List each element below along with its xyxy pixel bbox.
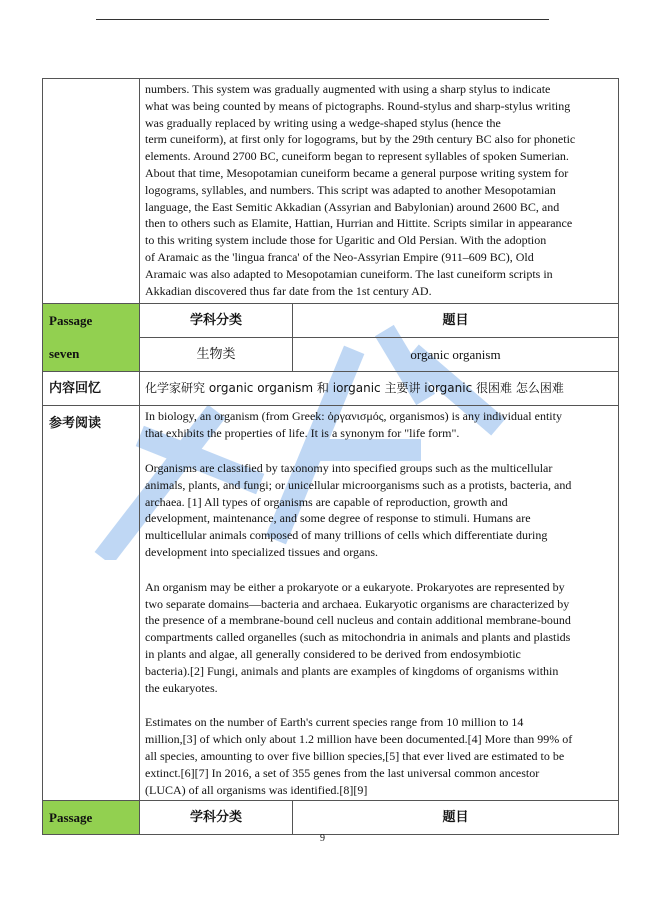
header-rule [96, 19, 549, 20]
next-topic-header: 题目 [293, 801, 619, 835]
topic-header: 题目 [293, 304, 619, 338]
category-value: 生物类 [140, 338, 293, 372]
reference-paragraph-1: In biology, an organism (from Greek: ὀργανισμός, organismos) is any individual entity that exhibits the properties of life. It is a synonym for "life form". [145, 409, 562, 441]
passage-seven-label-cell [43, 304, 140, 372]
reference-row [43, 406, 619, 801]
category-header: 学科分类 [140, 304, 293, 338]
topic-value: organic organism [293, 338, 619, 372]
recall-text-cell [140, 372, 619, 406]
reference-paragraph-3: An organism may be either a prokaryote or a eukaryote. Prokaryotes are represented by two separate domains—bacteria and archaea. Eukaryotic organisms are characterized by the presence of a membrane-bound cell nucleus and contain additional membrane-bound compartments called organelles (such as mitochondria in animals and plants and plastids in plants and algae, all generally considered to be derived from endosymbiotic bacteria).[2] Fungi, animals and plants are examples of kingdoms of organisms within the eukaryotes. [145, 579, 571, 695]
recall-label-cell [43, 372, 140, 406]
passage-seven-label-line1: Passage [49, 313, 93, 329]
reference-paragraph-2: Organisms are classified by taxonomy into specified groups such as the multicellular animals, plants, and fungi; or unicellular microorganisms such as a protists, bacteria, and archaea. [1] All types of organisms are capable of reproduction, growth and development, maintenance, and some degree of response to stimuli. Humans are multicellular animals composed of many trillions of cells which differentiate during development into specialized tissues and organs. [145, 460, 572, 559]
reference-text-cell [140, 406, 619, 801]
recall-label: 内容回忆 [49, 381, 102, 397]
reference-label-cell [43, 406, 140, 801]
passage-table [42, 78, 619, 835]
top-passage-text: numbers. This system was gradually augmented with using a sharp stylus to indicate what was being counted by means of pictographs. Round-stylus and sharp-stylus writing was gradually replaced by writing using a wedge-shaped stylus (hence the term cuneiform), at first only for logograms, but by the 29th century BC also for phonetic elements. Around 2700 BC, cuneiform began to represent syllables of spoken Sumerian. About that time, Mesopotamian cuneiform became a general purpose writing system for logograms, syllables, and numbers. This script was adapted to another Mesopotamian language, the East Semitic Akkadian (Assyrian and Babylonian) around 2600 BC, and then to others such as Elamite, Hattian, Hurrian and Hittite. Scripts similar in appearance to this writing system include those for Ugaritic and Old Persian. With the adoption of Aramaic as the 'lingua franca' of the Neo-Assyrian Empire (911–609 BC), Old Aramaic was also adapted to Mesopotamian cuneiform. The last cuneiform scripts in Akkadian discovered thus far date from the 1st century AD. [145, 82, 576, 298]
top-passage-empty-cell [43, 79, 140, 304]
next-passage-label-cell [43, 801, 140, 835]
top-passage-text-cell [140, 79, 619, 304]
passage-seven-label-line2: seven [49, 346, 80, 362]
page-number: 9 [320, 833, 325, 844]
reference-label: 参考阅读 [49, 416, 102, 432]
top-passage-row [43, 79, 619, 304]
next-category-header: 学科分类 [140, 801, 293, 835]
next-passage-label: Passage [49, 810, 93, 826]
next-passage-header-row [43, 801, 619, 835]
reference-paragraph-4: Estimates on the number of Earth's current species range from 10 million to 14 million,[3] of which only about 1.2 million have been documented.[4] More than 99% of all species, amounting to over five billion species,[5] that ever lived are estimated to be extinct.[6][7] In 2016, a set of 355 genes from the last universal common ancestor (LUCA) of all organisms was identified.[8][9] [145, 715, 573, 797]
recall-text: 化学家研究 organic organism 和 iorganic 主要讲 iorganic 很困难 怎么困难 [145, 381, 564, 396]
recall-row [43, 372, 619, 406]
passage-seven-header-row [43, 304, 619, 338]
